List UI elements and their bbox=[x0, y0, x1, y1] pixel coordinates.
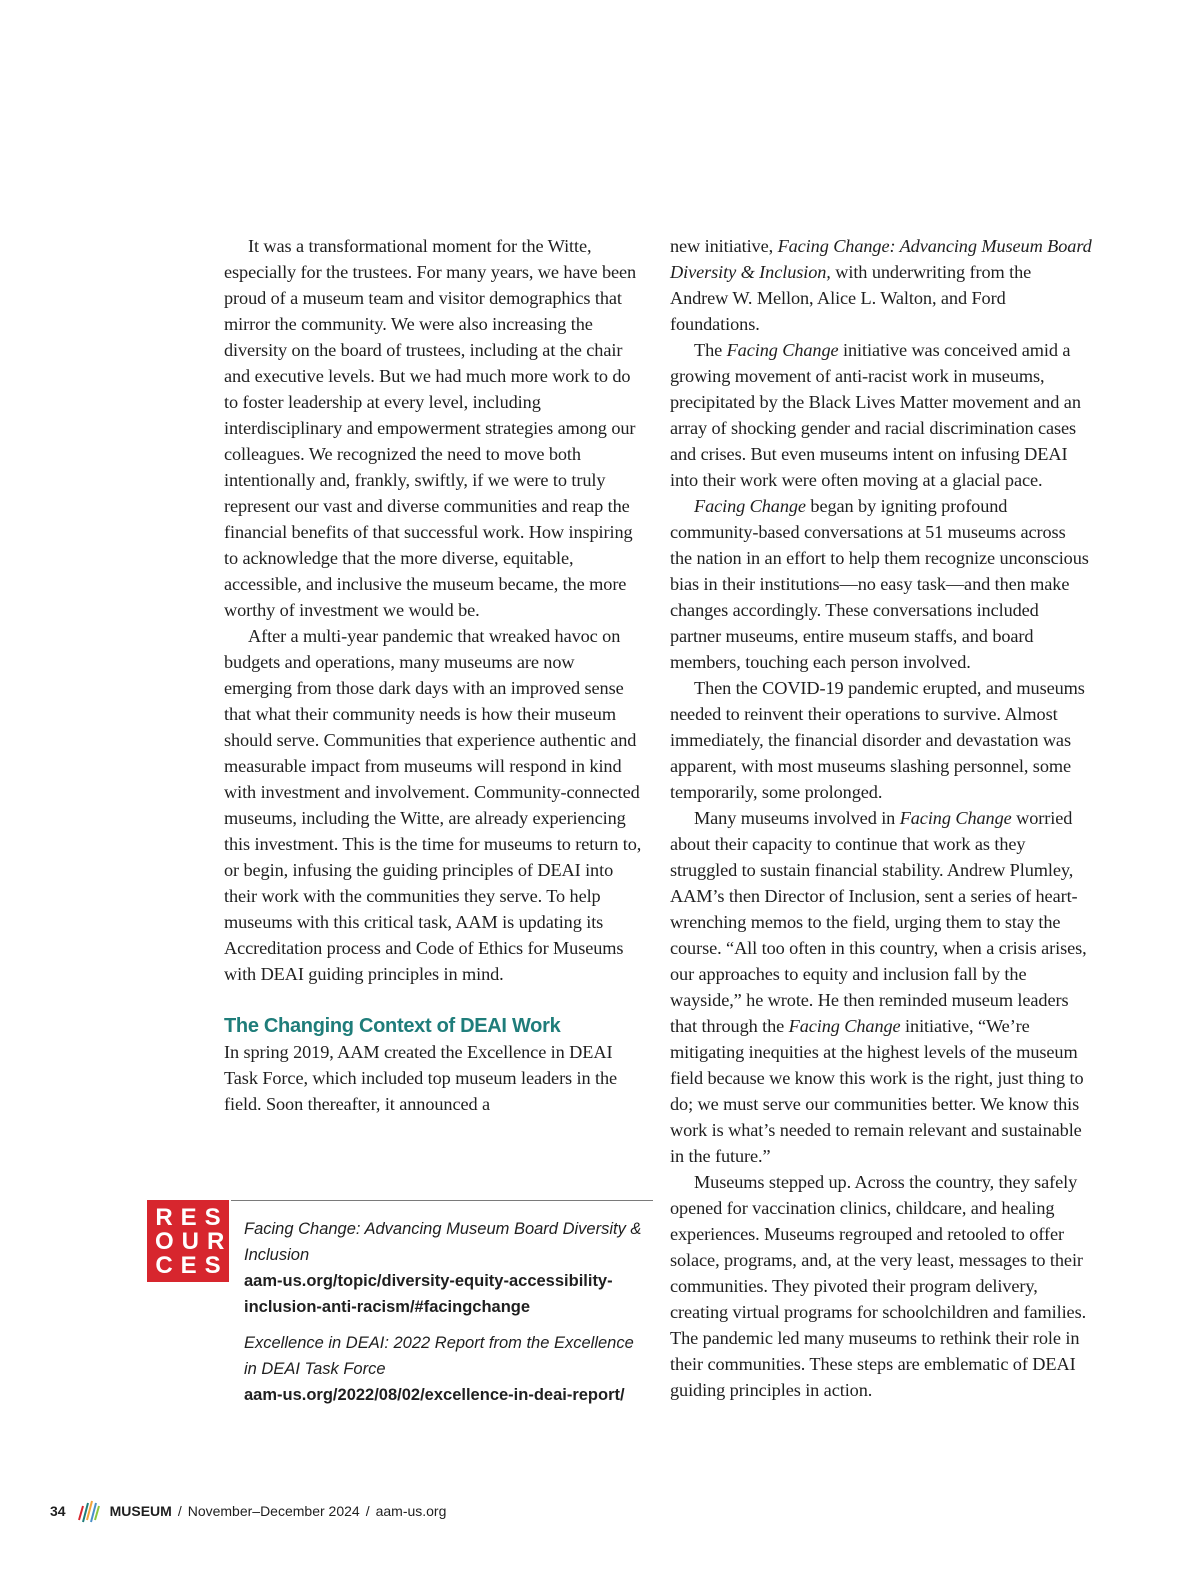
divider bbox=[231, 1200, 653, 1201]
footer-separator: / bbox=[365, 1503, 370, 1519]
resource-link[interactable]: aam-us.org/2022/08/02/excellence-in-deai-report/ bbox=[244, 1386, 625, 1404]
body-paragraph: new initiative, Facing Change: Advancing Museum Board Diversity & Inclusion, with underwriting from the Andrew W. Mellon, Alice L. Walton, and Ford foundations. bbox=[670, 236, 1092, 334]
body-paragraph: The Facing Change initiative was conceived amid a growing movement of anti-racist work in museums, precipitated by the Black Lives Matter movement and an array of shocking gender and racial discrimination cases and crises. But even museums intent on infusing DEAI into their work were often moving at a glacial pace. bbox=[670, 340, 1081, 490]
issue-date: November–December 2024 bbox=[187, 1503, 360, 1519]
magazine-name: MUSEUM bbox=[109, 1503, 172, 1519]
section-heading: The Changing Context of DEAI Work bbox=[224, 1015, 561, 1037]
body-paragraph: Facing Change began by igniting profound community-based conversations at 51 museums across the nation in an effort to help them recognize unconscious bias in their institutions—no easy task—and then make changes accordingly. These conversations included partner museums, entire museum staffs, and board members, touching each person involved. bbox=[670, 496, 1089, 672]
body-paragraph: Then the COVID-19 pandemic erupted, and museums needed to reinvent their operations to survive. Almost immediately, the financial disorder and devastation was apparent, with most museums slashing personnel, some temporarily, some prolonged. bbox=[670, 678, 1085, 802]
body-paragraph: It was a transformational moment for the Witte, especially for the trustees. For many years, we have been proud of a museum team and visitor demographics that mirror the community. We were also increasing the diversity on the board of trustees, including at the chair and executive levels. But we had much more work to do to foster leadership at every level, including interdisciplinary and empowerment strategies among our colleagues. We recognized the need to move both intentionally and, frankly, swiftly, if we were to truly represent our vast and diverse communities and reap the financial benefits of that successful work. How inspiring to acknowledge that the more diverse, equitable, accessible, and inclusive the museum became, the more worthy of investment we would be. bbox=[224, 236, 637, 620]
footer-separator: / bbox=[177, 1503, 182, 1519]
body-paragraph: After a multi-year pandemic that wreaked havoc on budgets and operations, many museums are now emerging from those dark days with an improved sense that what their community needs is how their museum should serve. Communities that experience authentic and measurable impact from museums will respond in kind with investment and involvement. Community-connected museums, including the Witte, are already experiencing this investment. This is the time for museums to return to, or begin, infusing the guiding principles of DEAI into their work with the communities they serve. To help museums with this critical task, AAM is updating its Accreditation process and Code of Ethics for Museums with DEAI guiding principles in mind. bbox=[224, 626, 642, 984]
resource-item bbox=[244, 1216, 644, 1320]
resource-link[interactable]: aam-us.org/topic/diversity-equity-accessibility-inclusion-anti-racism/#facingchange bbox=[244, 1272, 613, 1316]
body-paragraph: Many museums involved in Facing Change worried about their capacity to continue that work as they struggled to sustain financial stability. Andrew Plumley, AAM’s then Director of Inclusion, sent a series of heart-wrenching memos to the field, urging them to stay the course. “All too often in this country, when a crisis arises, our approaches to equity and inclusion fall by the wayside,” he wrote. He then reminded museum leaders that through the Facing Change initiative, “We’re mitigating inequities at the highest levels of the museum field because we know this work is the right, just thing to do; we must serve our communities better. We know this work is what’s needed to remain relevant and sustainable in the future.” bbox=[670, 808, 1087, 1166]
article-left-column bbox=[224, 233, 646, 1117]
body-paragraph: In spring 2019, AAM created the Excellence in DEAI Task Force, which included top museum leaders in the field. Soon thereafter, it announced a bbox=[224, 1042, 618, 1114]
page-number: 34 bbox=[50, 1503, 66, 1519]
aam-stripes-logo-icon bbox=[76, 1498, 102, 1524]
resource-item bbox=[244, 1330, 644, 1408]
body-paragraph: Museums stepped up. Across the country, they safely opened for vaccination clinics, childcare, and healing experiences. Museums regrouped and retooled to offer solace, programs, and, at the very least, messages to their communities. They pivoted their program delivery, creating virtual programs for schoolchildren and families. The pandemic led many museums to rethink their role in their communities. These steps are emblematic of DEAI guiding principles in action. bbox=[670, 1172, 1087, 1400]
resources-list bbox=[244, 1216, 644, 1418]
resource-title: Excellence in DEAI: 2022 Report from the Excellence in DEAI Task Force bbox=[244, 1334, 634, 1378]
resource-title: Facing Change: Advancing Museum Board Diversity & Inclusion bbox=[244, 1220, 642, 1264]
website-link[interactable]: aam-us.org bbox=[375, 1503, 447, 1519]
badge-line: RES bbox=[155, 1204, 229, 1231]
page-footer bbox=[50, 1498, 446, 1524]
resources-badge bbox=[147, 1200, 233, 1282]
badge-line: OUR bbox=[155, 1228, 233, 1255]
badge-line: CES bbox=[155, 1252, 229, 1279]
article-right-column bbox=[670, 233, 1092, 1403]
